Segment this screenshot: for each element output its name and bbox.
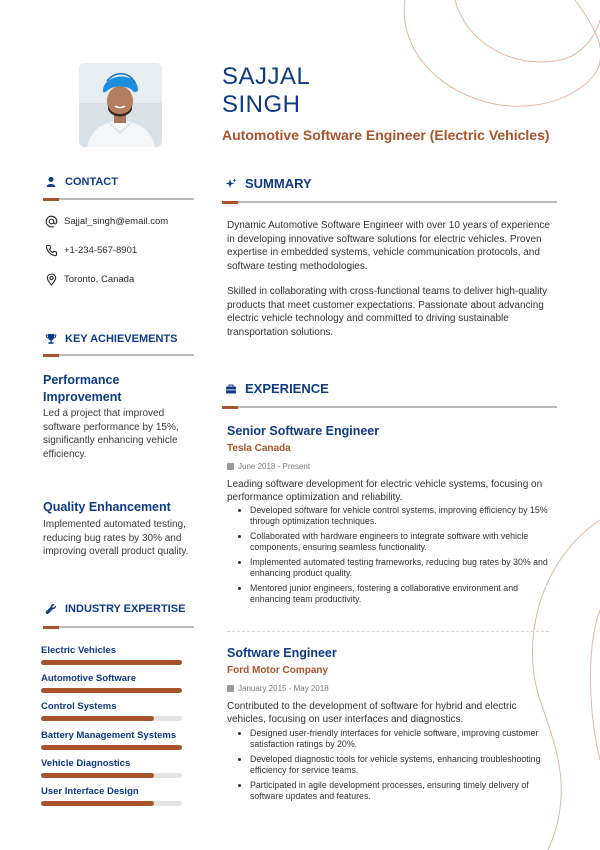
first-name: SAJJAL [222, 63, 311, 90]
job-summary: Leading software development for electric vehicle systems, focusing on performance optimization and reliability. [227, 479, 543, 503]
location-pin-icon [45, 273, 58, 286]
job-bullet: Developed software for vehicle control systems, improving efficiency by 15% through optimization techniques. [237, 505, 553, 527]
calendar-icon [227, 463, 234, 470]
skill-bar-fill [41, 801, 154, 806]
job-bullet: Designed user-friendly interfaces for vehicle software, improving customer satisfaction ratings by 20%. [237, 728, 553, 750]
contact-heading-label: CONTACT [65, 176, 118, 188]
wrench-icon [45, 603, 57, 615]
skill-bar [41, 773, 182, 778]
job-bullet-list [237, 728, 553, 806]
contact-rule [43, 198, 194, 200]
job-bullet-list [237, 505, 553, 609]
skill-item [41, 645, 186, 665]
skill-bar [41, 716, 182, 721]
achievement-description: Led a project that improved software performance by 15%, significantly enhancing vehicle efficiency. [43, 408, 179, 460]
job-dates-text: January 2015 - May 2018 [238, 684, 329, 693]
job-dates-text: June 2018 - Present [238, 462, 311, 471]
achievements-heading-label: KEY ACHIEVEMENTS [65, 333, 178, 345]
skill-item [41, 786, 186, 806]
achievements-heading [45, 333, 177, 345]
experience-rule [222, 406, 557, 408]
sparkle-icon [225, 178, 237, 190]
at-sign-icon [45, 215, 58, 228]
skill-bar-fill [41, 716, 154, 721]
job-summary: Contributed to the development of software for hybrid and electric vehicles, focusing on user interfaces and diagnostics. [227, 701, 517, 725]
summary-heading [225, 176, 312, 191]
contact-location [45, 273, 134, 286]
skill-label: Control Systems [41, 701, 117, 712]
experience-heading [225, 381, 329, 396]
skill-label: Electric Vehicles [41, 645, 116, 656]
company-name: Ford Motor Company [227, 665, 329, 676]
job-title: Senior Software Engineer [227, 424, 380, 438]
job-bullet: Implemented automated testing frameworks, reducing bug rates by 30% and enhancing product quality. [237, 557, 553, 579]
email-text: Sajjal_singh@email.com [64, 216, 169, 227]
skill-bar-fill [41, 688, 182, 693]
achievement-title: Performance Improvement [43, 373, 122, 404]
expertise-heading-label: INDUSTRY EXPERTISE [65, 603, 186, 615]
job-bullet: Developed diagnostic tools for vehicle systems, enhancing troubleshooting efficiency for service teams. [237, 754, 553, 776]
phone-text: +1-234-567-8901 [64, 245, 138, 256]
summary-rule [222, 201, 557, 203]
job-dates [227, 462, 310, 471]
expertise-rule [43, 626, 194, 628]
job-bullet: Participated in agile development processes, ensuring timely delivery of software updates and features. [237, 780, 553, 802]
person-icon [45, 176, 57, 188]
skill-bar-fill [41, 660, 182, 665]
skill-item [41, 758, 186, 778]
company-name: Tesla Canada [227, 443, 291, 454]
phone-icon [45, 244, 58, 257]
skill-bar [41, 745, 182, 750]
skill-bar [41, 660, 182, 665]
summary-paragraph: Dynamic Automotive Software Engineer with over 10 years of experience in developing innovative software solutions for electric vehicles. Proven expertise in embedded systems, vehicle communication protocols, and software testing methodologies. [227, 220, 550, 272]
achievements-rule [43, 354, 194, 356]
trophy-icon [45, 333, 57, 345]
experience-heading-label: EXPERIENCE [245, 381, 329, 396]
skill-bar [41, 688, 182, 693]
skill-bar-fill [41, 745, 182, 750]
job-divider [227, 631, 549, 632]
job-title: Software Engineer [227, 646, 337, 660]
contact-email[interactable] [45, 215, 168, 228]
skill-bar-fill [41, 773, 154, 778]
contact-phone[interactable] [45, 244, 137, 257]
skill-item [41, 730, 186, 750]
job-dates [227, 684, 329, 693]
contact-heading [45, 176, 118, 188]
skill-item [41, 701, 186, 721]
location-text: Toronto, Canada [64, 274, 135, 285]
skill-label: Automotive Software [41, 673, 137, 684]
expertise-heading [45, 603, 185, 615]
candidate-name [222, 63, 552, 119]
briefcase-icon [225, 383, 237, 395]
summary-heading-label: SUMMARY [245, 176, 312, 191]
achievement-title: Quality Enhancement [43, 500, 171, 514]
skill-label: Vehicle Diagnostics [41, 758, 131, 769]
job-bullet: Collaborated with hardware engineers to integrate software with vehicle components, ensuring seamless functionality. [237, 531, 553, 553]
skill-item [41, 673, 186, 693]
last-name: SINGH [222, 91, 301, 118]
skill-label: User Interface Design [41, 786, 139, 797]
job-headline: Automotive Software Engineer (Electric Vehicles) [222, 127, 550, 143]
summary-paragraph: Skilled in collaborating with cross-functional teams to deliver high-quality products that meet customer expectations. Passionate about advancing electric vehicle technology and committed to driving sustainable transportation solutions. [227, 286, 548, 338]
profile-photo [79, 63, 162, 147]
achievement-description: Implemented automated testing, reducing bug rates by 30% and improving overall product quality. [43, 519, 189, 557]
calendar-icon [227, 685, 234, 692]
skill-bar [41, 801, 182, 806]
skill-label: Battery Management Systems [41, 730, 177, 741]
job-bullet: Mentored junior engineers, fostering a collaborative environment and enhancing team productivity. [237, 583, 553, 605]
